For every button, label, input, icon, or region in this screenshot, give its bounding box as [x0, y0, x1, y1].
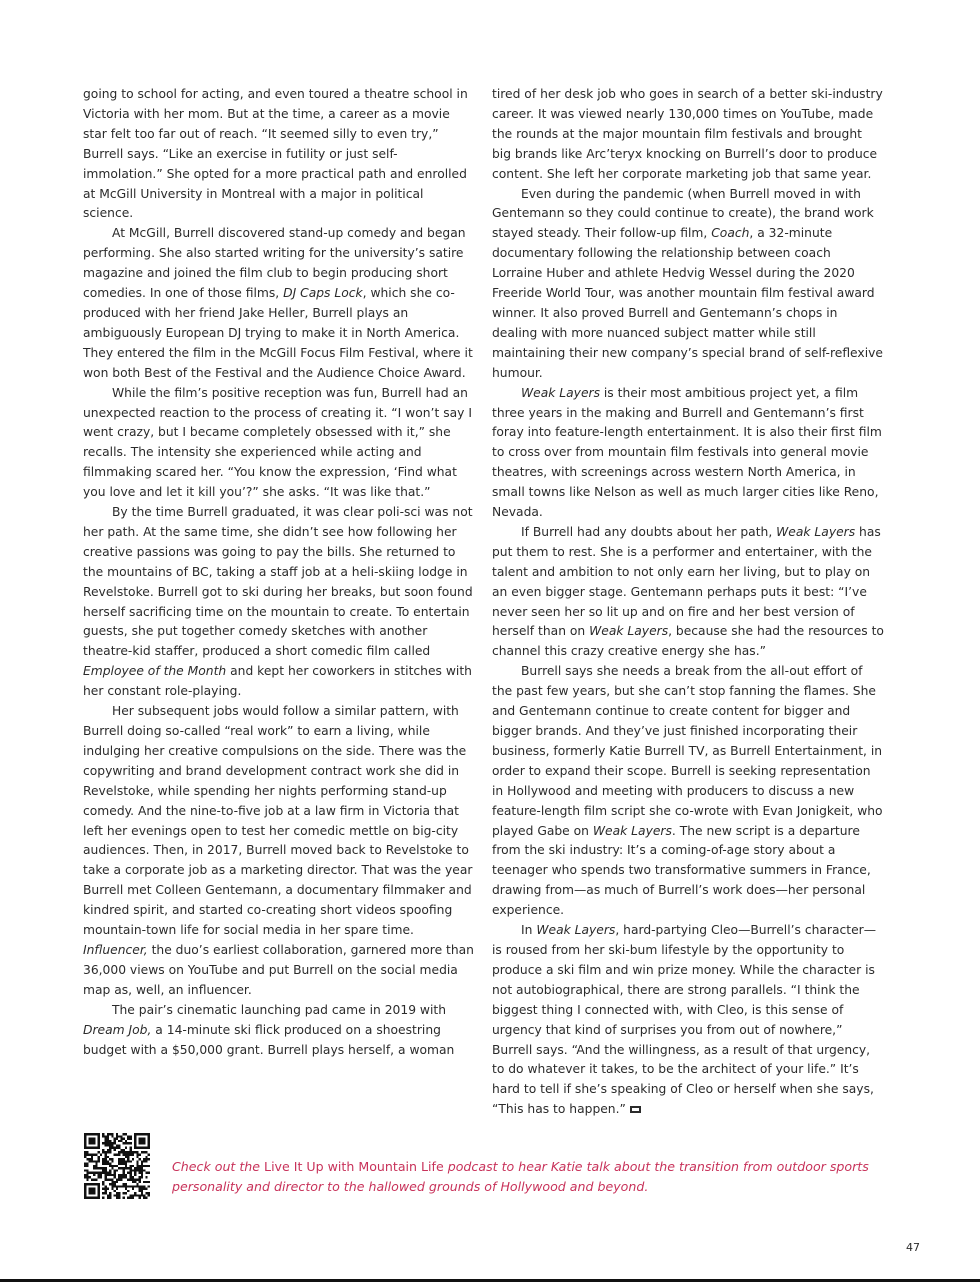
- paragraph-text: If Burrell had any doubts about her path,: [521, 524, 777, 539]
- promo-text-post: podcast to hear Katie talk about the transition from outdoor sports personality and director to the hallowed grounds of Hollywood and beyond.: [172, 1159, 869, 1194]
- italic-title: Coach: [711, 226, 750, 241]
- paragraph-text: , which she co-produced with her friend Jake Heller, Burrell plays an ambiguously European DJ trying to make it in North America. They entered the film in the McGill Focus Film Festival, where it won both Best of the Festival and the Audience Choice Award.: [83, 286, 473, 380]
- paragraph-text: is their most ambitious project yet, a film three years in the making and Burrell and Gentemann’s first foray into feature-length entertainment. It is also their first film to cross over from mountain film festivals into general movie theatres, with screenings across western North America, in small towns like Nelson as well as much larger cities like Reno, Nevada.: [492, 385, 882, 520]
- podcast-promo: [172, 1157, 872, 1197]
- article-paragraph: [492, 185, 884, 384]
- paragraph-text: , a 32-minute documentary following the relationship between coach Lorraine Huber and athlete Hedvig Wessel during the 2020 Freeride World Tour, was another mountain film festival award winner. It also proved Burrell and Gentemann’s chops in dealing with more nuanced subject matter while still maintaining their new company’s special brand of self-reflexive humour.: [492, 226, 883, 380]
- paragraph-text: the duo’s earliest collaboration, garnered more than 36,000 views on YouTube and put Burrell on the social media map as, well, an influencer.: [83, 942, 474, 997]
- podcast-show-name[interactable]: Live It Up with Mountain Life: [264, 1159, 444, 1174]
- italic-title: Weak Layers: [592, 823, 672, 838]
- italic-title: Dream Job,: [83, 1022, 152, 1037]
- promo-text-pre: Check out the: [172, 1159, 265, 1174]
- article-paragraph: [83, 384, 475, 503]
- italic-title: Weak Layers: [521, 385, 600, 400]
- article-left-column: [83, 85, 475, 1060]
- paragraph-text: By the time Burrell graduated, it was clear poli-sci was not her path. At the same time, she didn’t see how following her creative passions was going to pay the bills. She returned to the mountains of BC, taking a staff job at a heli-skiing lodge in Revelstoke. Burrell got to ski during her breaks, but soon found herself sacrificing time on the mountain to create. To entertain guests, she put together comedy sketches with another theatre-kid staffer, produced a short comedic film called: [83, 505, 473, 659]
- paragraph-text: tired of her desk job who goes in search of a better ski-industry career. It was viewed nearly 130,000 times on YouTube, made the rounds at the major mountain film festivals and brought big brands like Arc’teryx knocking on Burrell’s door to produce content. She left her corporate marketing job that same year.: [492, 87, 883, 181]
- article-paragraph: [83, 1001, 475, 1061]
- paragraph-text: going to school for acting, and even toured a theatre school in Victoria with her mom. But at the time, a career as a movie star felt too far out of reach. “It seemed silly to even try,” Burrell says. “Like an exercise in futility or just self-immolation.” She opted for a more practical path and enrolled at McGill University in Montreal with a major in political science.: [83, 87, 468, 221]
- paragraph-text: a 14-minute ski flick produced on a shoestring budget with a $50,000 grant. Burrell plays herself, a woman: [83, 1022, 455, 1057]
- italic-title: DJ Caps Lock: [283, 286, 363, 301]
- italic-title: Weak Layers: [776, 524, 856, 539]
- article-paragraph: [83, 85, 475, 224]
- article-paragraph: [83, 224, 475, 383]
- article-paragraph: [492, 85, 884, 185]
- italic-title: Influencer,: [83, 942, 148, 957]
- paragraph-text: In: [521, 923, 537, 938]
- paragraph-text: The pair’s cinematic launching pad came in 2019 with: [112, 1002, 447, 1017]
- article-paragraph: [83, 503, 475, 702]
- article-paragraph: [83, 702, 475, 1001]
- qr-code-icon[interactable]: [84, 1133, 150, 1199]
- paragraph-text: has put them to rest. She is a performer and entertainer, with the talent and ambition to not only earn her living, but to play on an even bigger stage. Gentemann perhaps puts it best: “I’ve never seen her so lit up and on fire and her best version of herself than on: [492, 524, 881, 639]
- article-right-column: [492, 85, 884, 1120]
- paragraph-text: Even during the pandemic (when Burrell moved in with Gentemann so they could continue to create), the brand work stayed steady. Their follow-up film,: [492, 186, 874, 241]
- paragraph-text: Burrell says she needs a break from the all-out effort of the past few years, but she can’t stop fanning the flames. She and Gentemann continue to create content for bigger and bigger brands. And they’ve just finished incorporating their business, formerly Katie Burrell TV, as Burrell Entertainment, in order to expand their scope. Burrell is seeking representation in Hollywood and meeting with producers to discuss a new feature-length film script she co-wrote with Evan Jonigkeit, who played Gabe on: [492, 664, 883, 838]
- paragraph-text: Her subsequent jobs would follow a similar pattern, with Burrell doing so-called “real work” to earn a living, while indulging her creative compulsions on the side. There was the copywriting and brand development contract work she did in Revelstoke, while spending her nights performing stand-up comedy. And the nine-to-five job at a law firm in Victoria that left her evenings open to test her comedic mettle on big-city audiences. Then, in 2017, Burrell moved back to Revelstoke to take a corporate job as a marketing director. That was the year Burrell met Colleen Gentemann, a documentary filmmaker and kindred spirit, and started co-creating short videos spoofing mountain-town life for social media in her spare time.: [83, 704, 473, 938]
- paragraph-text: , hard-partying Cleo—Burrell’s character—is roused from her ski-bum lifestyle by the opportunity to produce a ski film and win prize money. While the character is not autobiographical, there are strong parallels. “I think the biggest thing I connected with, with Cleo, is this sense of urgency that kind of surprises you from out of nowhere,” Burrell says. “And the willingness, as a result of that urgency, to do whatever it takes, to be the architect of your life.” It’s hard to tell if she’s speaking of Cleo or herself when she says, “This has to happen.”: [492, 923, 877, 1117]
- italic-title: Weak Layers: [589, 624, 669, 639]
- article-paragraph: [492, 384, 884, 523]
- article-paragraph: [492, 921, 884, 1120]
- paragraph-text: , because she had the resources to channel this crazy creative energy she has.”: [492, 624, 884, 659]
- paragraph-text: . The new script is a departure from the ski industry: It’s a coming-of-age story about a teenager who spends two transformative summers in France, drawing from—as much of Burrell’s work does—her personal experience.: [492, 823, 871, 918]
- page-number: 47: [906, 1241, 920, 1254]
- paragraph-text: At McGill, Burrell discovered stand-up comedy and began performing. She also started writing for the university’s satire magazine and joined the film club to begin producing short comedies. In one of those films,: [83, 226, 466, 301]
- article-paragraph: [492, 523, 884, 662]
- italic-title: Employee of the Month: [83, 664, 227, 679]
- paragraph-text: and kept her coworkers in stitches with her constant role-playing.: [83, 664, 472, 699]
- end-mark-icon: [630, 1106, 641, 1113]
- article-paragraph: [492, 662, 884, 921]
- italic-title: Weak Layers: [536, 923, 616, 938]
- paragraph-text: While the film’s positive reception was fun, Burrell had an unexpected reaction to the process of creating it. “I won’t say I went crazy, but I became completely obsessed with it,” she recalls. The intensity she experienced while acting and filmmaking scared her. “You know the expression, ‘Find what you love and let it kill you’?” she asks. “It was like that.”: [83, 385, 472, 500]
